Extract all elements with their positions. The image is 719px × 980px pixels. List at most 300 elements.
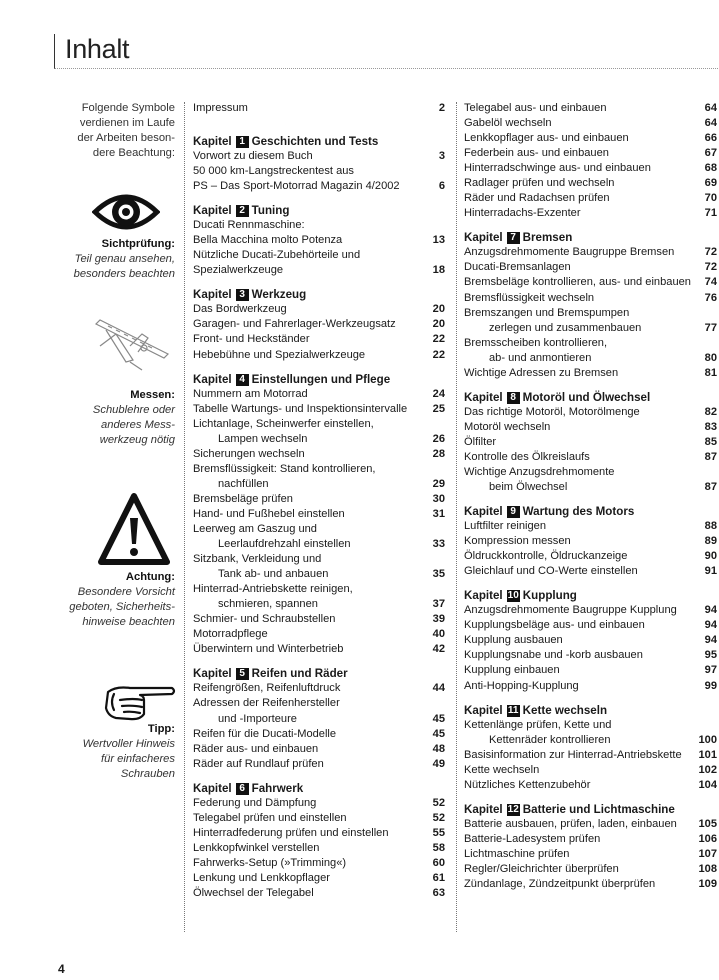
chapter-prefix: Kapitel xyxy=(464,231,503,245)
toc-page-number: 40 xyxy=(432,628,445,641)
toc-entry[interactable] xyxy=(464,260,717,275)
toc-entry[interactable] xyxy=(193,582,445,597)
toc-entry[interactable] xyxy=(193,796,445,811)
legend-desc-line: geboten, Sicherheits- xyxy=(69,601,175,613)
toc-page-number: 87 xyxy=(704,450,717,463)
toc-entry[interactable] xyxy=(464,748,717,763)
chapter-heading[interactable] xyxy=(193,134,445,149)
toc-entry[interactable] xyxy=(193,417,445,432)
toc-entry[interactable] xyxy=(464,817,717,832)
toc-entry-text: Bremsbeläge kontrollieren, aus- und einbauen xyxy=(464,276,691,289)
toc-page-number: 70 xyxy=(704,192,717,205)
chapter-heading[interactable] xyxy=(464,230,717,245)
toc-page-number: 35 xyxy=(432,568,445,581)
chapter-heading[interactable] xyxy=(464,504,717,519)
toc-entry-text: Hinterradachs-Exzenter xyxy=(464,207,581,220)
page-title: Inhalt xyxy=(65,34,130,64)
toc-page-number: 94 xyxy=(704,619,717,632)
chapter-number-badge: 6 xyxy=(236,783,249,795)
toc-page-number: 42 xyxy=(432,643,445,656)
toc-entry[interactable] xyxy=(193,332,445,347)
toc-entry[interactable] xyxy=(193,681,445,696)
toc-entry-text: Kupplung einbauen xyxy=(464,664,560,677)
toc-entry-text: Lichtmaschine prüfen xyxy=(464,847,570,860)
legend-desc-line: hinweise beachten xyxy=(82,616,175,628)
column-divider xyxy=(456,102,457,932)
toc-entry-text: Lichtanlage, Scheinwerfer einstellen, xyxy=(193,417,374,430)
toc-page-number: 72 xyxy=(704,261,717,274)
toc-page-number: 90 xyxy=(704,550,717,563)
legend-desc-line: Wertvoller Hinweis xyxy=(82,738,175,750)
chapter-number-badge: 10 xyxy=(507,590,519,602)
toc-entry[interactable] xyxy=(464,618,717,633)
toc-entry-text: Bella Macchina molto Potenza xyxy=(193,234,343,247)
toc-entry-text: Hinterradschwinge aus- und einbauen xyxy=(464,162,651,175)
chapter-prefix: Kapitel xyxy=(193,372,232,386)
legend-desc-line: besonders beachten xyxy=(73,268,175,280)
toc-entry-text: Räder und Radachsen prüfen xyxy=(464,192,610,205)
toc-entry[interactable] xyxy=(193,248,445,263)
toc-entry-text: Kettenlänge prüfen, Kette und xyxy=(464,718,612,731)
toc-page-number: 2 xyxy=(438,102,445,114)
toc-entry-text: Gabelöl wechseln xyxy=(464,117,552,130)
chapter-title: Motoröl und Ölwechsel xyxy=(522,390,651,404)
toc-page-number: 80 xyxy=(704,351,717,364)
toc-entry-text: Öldruckkontrolle, Öldruckanzeige xyxy=(464,550,628,563)
legend-desc-line: werkzeug nötig xyxy=(99,434,175,446)
toc-page-number: 48 xyxy=(432,742,445,755)
toc-entry-text: Kette wechseln xyxy=(464,763,540,776)
toc-entry-text: Leerweg am Gaszug und xyxy=(193,522,317,535)
toc-entry[interactable] xyxy=(464,336,717,351)
toc-entry[interactable] xyxy=(193,886,445,901)
toc-entry[interactable] xyxy=(193,552,445,567)
toc-entry[interactable] xyxy=(193,447,445,462)
toc-entry[interactable] xyxy=(464,519,717,534)
legend-desc-line: Schrauben xyxy=(120,768,175,780)
chapter-prefix: Kapitel xyxy=(464,703,503,717)
caliper-icon xyxy=(86,306,178,378)
toc-entry-text: Radlager prüfen und wechseln xyxy=(464,177,615,190)
legend-tip xyxy=(30,722,175,782)
toc-entry[interactable] xyxy=(193,537,445,552)
toc-entry[interactable] xyxy=(464,420,717,435)
toc-entry-text: Bremsflüssigkeit: Stand kontrollieren, xyxy=(193,462,376,475)
toc-entry[interactable] xyxy=(464,245,717,260)
toc-entry[interactable] xyxy=(464,465,717,480)
toc-column-1 xyxy=(193,101,445,901)
chapter-title: Batterie und Lichtmaschine xyxy=(522,802,675,816)
toc-entry[interactable] xyxy=(464,275,717,290)
toc-entry[interactable] xyxy=(193,871,445,886)
toc-page-number: 31 xyxy=(432,507,445,520)
chapter-title: Fahrwerk xyxy=(251,781,304,795)
toc-entry[interactable] xyxy=(464,176,717,191)
toc-entry-text: Ducati-Bremsanlagen xyxy=(464,261,571,274)
toc-entry[interactable] xyxy=(464,480,717,495)
toc-entry-text: Ölfilter xyxy=(464,435,497,448)
toc-page-number: 52 xyxy=(432,796,445,809)
toc-entry[interactable] xyxy=(464,161,717,176)
toc-entry-text: Sicherungen wechseln xyxy=(193,447,305,460)
toc-entry[interactable] xyxy=(193,712,445,727)
toc-page-number: 30 xyxy=(432,492,445,505)
toc-entry[interactable] xyxy=(193,302,445,317)
toc-entry[interactable] xyxy=(193,462,445,477)
toc-entry[interactable] xyxy=(193,218,445,233)
toc-entry-text: Motoröl wechseln xyxy=(464,420,551,433)
toc-entry-text: Das richtige Motoröl, Motorölmenge xyxy=(464,405,640,418)
chapter-heading[interactable] xyxy=(193,287,445,302)
toc-entry-text: Zündanlage, Zündzeitpunkt überprüfen xyxy=(464,877,656,890)
toc-entry[interactable] xyxy=(464,832,717,847)
legend-desc-line: anderes Mess- xyxy=(101,419,175,431)
toc-entry[interactable] xyxy=(464,291,717,306)
toc-entry-text: Bremszangen und Bremspumpen xyxy=(464,306,630,319)
toc-entry[interactable] xyxy=(193,263,445,278)
toc-entry[interactable] xyxy=(464,648,717,663)
legend-desc-line: für einfacheres xyxy=(100,753,175,765)
toc-entry-text: Überwintern und Winterbetrieb xyxy=(193,643,344,656)
toc-page-number: 63 xyxy=(432,886,445,899)
toc-entry[interactable] xyxy=(464,116,717,131)
toc-entry[interactable] xyxy=(193,348,445,363)
toc-entry-text: Tank ab- und anbauen xyxy=(218,568,329,581)
chapter-number-badge: 11 xyxy=(507,704,519,716)
legend-intro-line: der Arbeiten beson- xyxy=(77,132,175,144)
toc-entry-text: Hebebühne und Spezialwerkzeuge xyxy=(193,348,366,361)
toc-entry-text: Reifen für die Ducati-Modelle xyxy=(193,727,337,740)
toc-entry-text: Anzugsdrehmomente Baugruppe Bremsen xyxy=(464,246,675,259)
toc-page-number: 20 xyxy=(432,303,445,316)
toc-entry-text: Das Bordwerkzeug xyxy=(193,303,287,316)
toc-entry[interactable] xyxy=(193,492,445,507)
toc-entry[interactable] xyxy=(464,435,717,450)
toc-entry-text: Schmier- und Schraubstellen xyxy=(193,613,336,626)
toc-entry-text: Front- und Heckständer xyxy=(193,333,310,346)
toc-entry[interactable] xyxy=(464,206,717,221)
toc-entry-text: nachfüllen xyxy=(218,477,269,490)
toc-page-number: 6 xyxy=(438,180,445,193)
toc-page-number: 13 xyxy=(432,234,445,247)
toc-page-number: 44 xyxy=(432,682,445,695)
toc-entry-text: Kompression messen xyxy=(464,535,571,548)
toc-page-number: 108 xyxy=(698,862,717,875)
toc-page-number: 83 xyxy=(704,420,717,433)
toc-page-number: 82 xyxy=(704,405,717,418)
toc-entry-text: Luftfilter reinigen xyxy=(464,520,547,533)
toc-entry-text: 50 000 km-Langstreckentest aus xyxy=(193,165,354,178)
toc-entry[interactable] xyxy=(193,179,445,194)
toc-entry[interactable] xyxy=(193,757,445,772)
toc-entry[interactable] xyxy=(193,841,445,856)
toc-entry-text: Federung und Dämpfung xyxy=(193,796,317,809)
toc-entry[interactable] xyxy=(193,642,445,657)
toc-entry[interactable] xyxy=(464,146,717,161)
toc-entry-text: Wichtige Anzugsdrehmomente xyxy=(464,465,615,478)
chapter-title: Wartung des Motors xyxy=(522,505,635,519)
toc-page-number: 25 xyxy=(432,402,445,415)
toc-entry[interactable] xyxy=(464,763,717,778)
toc-entry-text: Wichtige Adressen zu Bremsen xyxy=(464,366,619,379)
toc-page-number: 3 xyxy=(438,150,445,163)
toc-entry[interactable] xyxy=(193,597,445,612)
toc-page-number: 74 xyxy=(704,276,717,289)
toc-page-number: 77 xyxy=(704,321,717,334)
toc-entry[interactable] xyxy=(193,507,445,522)
toc-page-number: 26 xyxy=(432,432,445,445)
toc-page-number: 87 xyxy=(704,481,717,494)
toc-entry[interactable] xyxy=(464,733,717,748)
chapter-number-badge: 4 xyxy=(236,374,249,386)
toc-page-number: 94 xyxy=(704,634,717,647)
toc-page-number: 109 xyxy=(698,877,717,890)
toc-page-number: 58 xyxy=(432,841,445,854)
toc-entry[interactable] xyxy=(193,101,445,116)
toc-entry-text: Kupplungsnabe und -korb ausbauen xyxy=(464,649,643,662)
toc-entry[interactable] xyxy=(464,534,717,549)
chapter-heading[interactable] xyxy=(193,203,445,218)
chapter-number-badge: 1 xyxy=(236,136,249,148)
chapter-number-badge: 8 xyxy=(507,392,520,404)
toc-entry[interactable] xyxy=(464,847,717,862)
toc-entry-text: Lenkkopfwinkel verstellen xyxy=(193,841,320,854)
toc-entry[interactable] xyxy=(193,811,445,826)
toc-entry[interactable] xyxy=(193,612,445,627)
toc-entry[interactable] xyxy=(464,564,717,579)
toc-entry[interactable] xyxy=(464,718,717,733)
toc-entry-text: Ducati Rennmaschine: xyxy=(193,219,305,232)
toc-entry[interactable] xyxy=(464,405,717,420)
toc-entry-text: Leerlaufdrehzahl einstellen xyxy=(218,538,351,551)
eye-icon xyxy=(92,188,160,236)
toc-entry-text: Spezialwerkzeuge xyxy=(193,264,284,277)
chapter-number-badge: 3 xyxy=(236,289,249,301)
toc-entry-text: Telegabel aus- und einbauen xyxy=(464,102,607,114)
toc-entry[interactable] xyxy=(193,567,445,582)
chapter-number-badge: 2 xyxy=(236,205,249,217)
toc-page-number: 64 xyxy=(704,117,717,130)
toc-page-number: 76 xyxy=(704,291,717,304)
toc-column-2 xyxy=(464,101,717,892)
toc-entry-text: Federbein aus- und einbauen xyxy=(464,147,609,160)
chapter-heading[interactable] xyxy=(193,372,445,387)
toc-entry[interactable] xyxy=(464,679,717,694)
toc-entry[interactable] xyxy=(464,549,717,564)
toc-entry[interactable] xyxy=(464,351,717,366)
toc-entry[interactable] xyxy=(464,663,717,678)
toc-entry-text: Kontrolle des Ölkreislaufs xyxy=(464,450,590,463)
chapter-heading[interactable] xyxy=(464,588,717,603)
toc-entry[interactable] xyxy=(464,321,717,336)
toc-entry-text: Kettenräder kontrollieren xyxy=(489,733,611,746)
toc-entry[interactable] xyxy=(193,727,445,742)
toc-entry-text: Fahrwerks-Setup (»Trimming«) xyxy=(193,856,347,869)
toc-entry[interactable] xyxy=(193,826,445,841)
legend-intro-line: verdienen im Laufe xyxy=(79,117,175,129)
toc-entry-text: Kupplung ausbauen xyxy=(464,634,563,647)
toc-entry[interactable] xyxy=(193,164,445,179)
symbol-legend-intro xyxy=(30,101,175,161)
column-divider xyxy=(184,102,185,932)
page-number: 4 xyxy=(58,962,65,976)
chapter-prefix: Kapitel xyxy=(464,589,503,603)
toc-entry-text: Nummern am Motorrad xyxy=(193,387,308,400)
legend-heading: Tipp: xyxy=(147,723,175,735)
toc-page-number: 24 xyxy=(432,387,445,400)
toc-page-number: 102 xyxy=(698,763,717,776)
toc-entry-text: Ölwechsel der Telegabel xyxy=(193,886,314,899)
legend-desc-line: Teil genau ansehen, xyxy=(74,253,175,265)
warning-icon xyxy=(98,492,170,566)
chapter-prefix: Kapitel xyxy=(193,781,232,795)
toc-entry-text: Lenkung und Lenkkopflager xyxy=(193,871,330,884)
toc-entry[interactable] xyxy=(193,387,445,402)
toc-entry-text: Bremsflüssigkeit wechseln xyxy=(464,291,595,304)
legend-heading: Sichtprüfung: xyxy=(101,238,175,250)
toc-entry[interactable] xyxy=(193,522,445,537)
toc-entry-text: Kupplungsbeläge aus- und einbauen xyxy=(464,619,645,632)
toc-entry-text: beim Ölwechsel xyxy=(489,481,568,494)
chapter-heading[interactable] xyxy=(464,703,717,718)
toc-page-number: 105 xyxy=(698,817,717,830)
chapter-number-badge: 5 xyxy=(236,668,249,680)
legend-desc-line: Besondere Vorsicht xyxy=(77,586,175,598)
toc-page-number: 37 xyxy=(432,598,445,611)
toc-page-number: 89 xyxy=(704,535,717,548)
chapter-title: Einstellungen und Pflege xyxy=(251,372,391,386)
toc-entry[interactable] xyxy=(193,317,445,332)
toc-entry-text: Reifengrößen, Reifenluftdruck xyxy=(193,682,341,695)
chapter-heading[interactable] xyxy=(193,666,445,681)
chapter-number-badge: 7 xyxy=(507,232,520,244)
legend-heading: Achtung: xyxy=(125,571,175,583)
toc-page-number: 49 xyxy=(432,757,445,770)
toc-page-number: 28 xyxy=(432,447,445,460)
chapter-prefix: Kapitel xyxy=(464,802,503,816)
toc-entry[interactable] xyxy=(193,696,445,711)
toc-entry[interactable] xyxy=(464,778,717,793)
toc-entry-text: Vorwort zu diesem Buch xyxy=(193,150,313,163)
toc-entry-text: Räder aus- und einbauen xyxy=(193,742,319,755)
toc-entry[interactable] xyxy=(193,742,445,757)
chapter-heading[interactable] xyxy=(193,781,445,796)
toc-page-number: 71 xyxy=(704,207,717,220)
toc-page-number: 55 xyxy=(432,826,445,839)
legend-heading: Messen: xyxy=(130,389,175,401)
toc-entry[interactable] xyxy=(193,149,445,164)
chapter-heading[interactable] xyxy=(464,802,717,817)
toc-entry[interactable] xyxy=(464,131,717,146)
toc-entry[interactable] xyxy=(464,862,717,877)
toc-entry-text: Bremsbeläge prüfen xyxy=(193,492,293,505)
toc-page-number: 33 xyxy=(432,538,445,551)
toc-entry-text: Nützliches Kettenzubehör xyxy=(464,778,591,791)
toc-entry-text: Tabelle Wartungs- und Inspektionsintervalle xyxy=(193,402,408,415)
toc-entry[interactable] xyxy=(193,233,445,248)
toc-entry-text: Lenkkopflager aus- und einbauen xyxy=(464,132,629,145)
toc-entry-text: zerlegen und zusammenbauen xyxy=(489,321,642,334)
toc-page-number: 61 xyxy=(432,871,445,884)
legend-desc-line: Schublehre oder xyxy=(92,404,175,416)
chapter-prefix: Kapitel xyxy=(193,135,232,149)
title-bar xyxy=(54,34,719,69)
toc-entry[interactable] xyxy=(464,306,717,321)
toc-page-number: 64 xyxy=(704,102,717,114)
toc-page-number: 69 xyxy=(704,177,717,190)
toc-page-number: 52 xyxy=(432,811,445,824)
toc-entry-text: Sitzbank, Verkleidung und xyxy=(193,553,322,566)
toc-entry-text: Nützliche Ducati-Zubehörteile und xyxy=(193,249,361,262)
toc-entry-text: Räder auf Rundlauf prüfen xyxy=(193,757,324,770)
toc-entry[interactable] xyxy=(464,191,717,206)
toc-entry[interactable] xyxy=(464,450,717,465)
chapter-title: Kupplung xyxy=(522,589,577,603)
toc-entry-text: schmieren, spannen xyxy=(218,598,318,611)
toc-entry-text: Batterie-Ladesystem prüfen xyxy=(464,832,601,845)
toc-entry-text: Garagen- und Fahrerlager-Werkzeugsatz xyxy=(193,318,396,331)
toc-page-number: 22 xyxy=(432,333,445,346)
toc-page-number: 85 xyxy=(704,435,717,448)
chapter-heading[interactable] xyxy=(464,390,717,405)
toc-entry[interactable] xyxy=(464,603,717,618)
toc-page-number: 68 xyxy=(704,162,717,175)
chapter-prefix: Kapitel xyxy=(464,390,503,404)
toc-entry-text: Hinterrad-Antriebskette reinigen, xyxy=(193,583,353,596)
toc-entry[interactable] xyxy=(193,432,445,447)
chapter-title: Reifen und Räder xyxy=(251,667,348,681)
toc-entry-text: Regler/Gleichrichter überprüfen xyxy=(464,862,619,875)
chapter-title: Tuning xyxy=(251,204,290,218)
toc-entry-text: Hinterradfederung prüfen und einstellen xyxy=(193,826,389,839)
toc-page-number: 97 xyxy=(704,664,717,677)
toc-entry-text: Batterie ausbauen, prüfen, laden, einbauen xyxy=(464,817,677,830)
chapter-number-badge: 9 xyxy=(507,506,520,518)
toc-entry[interactable] xyxy=(464,633,717,648)
toc-page-number: 81 xyxy=(704,366,717,379)
toc-page-number: 91 xyxy=(704,565,717,578)
toc-entry-text: und -Importeure xyxy=(218,712,297,725)
toc-page-number: 95 xyxy=(704,649,717,662)
toc-entry-text: Adressen der Reifenhersteller xyxy=(193,697,340,710)
toc-page-number: 100 xyxy=(698,733,717,746)
toc-page-number: 104 xyxy=(698,778,717,791)
toc-entry-text: Hand- und Fußhebel einstellen xyxy=(193,507,345,520)
toc-page-number: 45 xyxy=(432,712,445,725)
chapter-title: Geschichten und Tests xyxy=(251,135,379,149)
toc-entry-text: Lampen wechseln xyxy=(218,432,308,445)
toc-entry[interactable] xyxy=(464,877,717,892)
pointing-hand-icon xyxy=(100,682,178,722)
toc-page-number: 94 xyxy=(704,604,717,617)
toc-entry-text: Bremsscheiben kontrollieren, xyxy=(464,336,608,349)
toc-entry[interactable] xyxy=(464,366,717,381)
toc-entry[interactable] xyxy=(464,101,717,116)
toc-entry[interactable] xyxy=(193,856,445,871)
toc-page-number: 67 xyxy=(704,147,717,160)
toc-page-number: 22 xyxy=(432,348,445,361)
chapter-prefix: Kapitel xyxy=(464,505,503,519)
legend-measure xyxy=(30,388,175,448)
toc-entry[interactable] xyxy=(193,627,445,642)
toc-entry[interactable] xyxy=(193,477,445,492)
toc-page-number: 101 xyxy=(698,748,717,761)
chapter-title: Bremsen xyxy=(522,231,573,245)
toc-entry[interactable] xyxy=(193,402,445,417)
toc-entry-text: ab- und anmontieren xyxy=(489,351,592,364)
toc-page-number: 106 xyxy=(698,832,717,845)
toc-page-number: 72 xyxy=(704,246,717,259)
